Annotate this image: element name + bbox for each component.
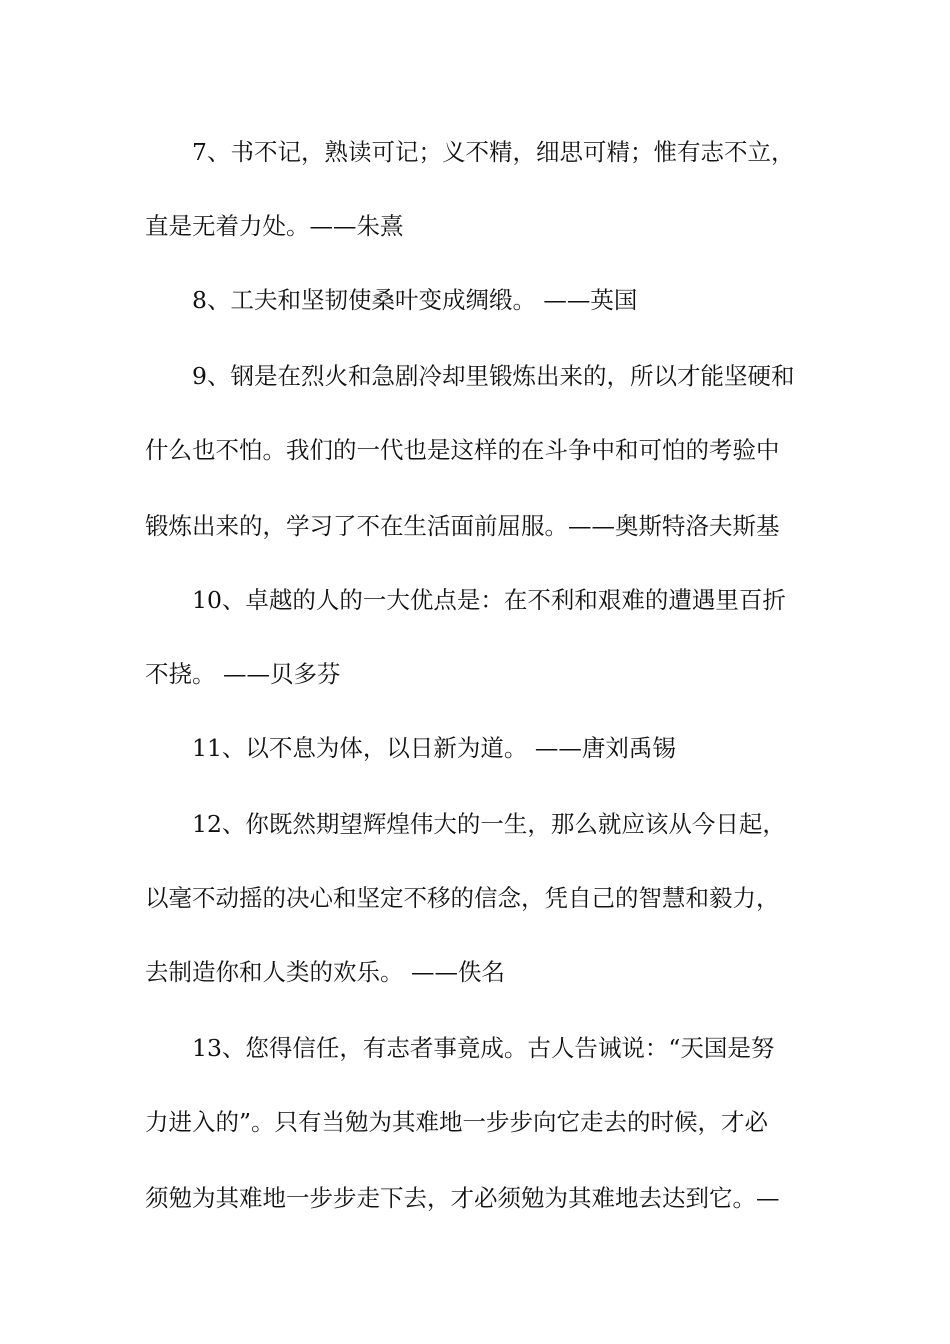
quote-13-line-2: 力进入的”。只有当勉为其难地一步步向它走去的时候，才必 bbox=[145, 1108, 769, 1136]
quote-9-line-3: 锻炼出来的，学习了不在生活面前屈服。——奥斯特洛夫斯基 bbox=[145, 512, 780, 540]
quote-10-line-2: 不挠。 ——贝多芬 bbox=[145, 660, 341, 688]
quote-8-line-1: 8、工夫和坚韧使桑叶变成绸缎。 ——英国 bbox=[192, 286, 638, 314]
quote-13-line-1: 13、您得信任，有志者事竟成。古人告诫说：“天国是努 bbox=[192, 1034, 775, 1062]
quote-7-line-1: 7、书不记，熟读可记；义不精，细思可精；惟有志不立， bbox=[192, 138, 795, 166]
quote-13-line-3: 须勉为其难地一步步走下去，才必须勉为其难地去达到它。— bbox=[145, 1184, 780, 1212]
quote-12-line-1: 12、你既然期望辉煌伟大的一生，那么就应该从今日起， bbox=[192, 810, 786, 838]
quote-10-line-1: 10、卓越的人的一大优点是：在不利和艰难的遭遇里百折 bbox=[192, 586, 786, 614]
quote-9-line-1: 9、钢是在烈火和急剧冷却里锻炼出来的，所以才能坚硬和 bbox=[192, 362, 795, 390]
quote-12-line-2: 以毫不动摇的决心和坚定不移的信念，凭自己的智慧和毅力， bbox=[145, 884, 780, 912]
quote-12-line-3: 去制造你和人类的欢乐。 ——佚名 bbox=[145, 958, 505, 986]
quote-11-line-1: 11、以不息为体，以日新为道。 ——唐刘禹锡 bbox=[192, 734, 676, 762]
quote-7-line-2: 直是无着力处。——朱熹 bbox=[145, 212, 404, 240]
quote-9-line-2: 什么也不怕。我们的一代也是这样的在斗争中和可怕的考验中 bbox=[145, 436, 780, 464]
